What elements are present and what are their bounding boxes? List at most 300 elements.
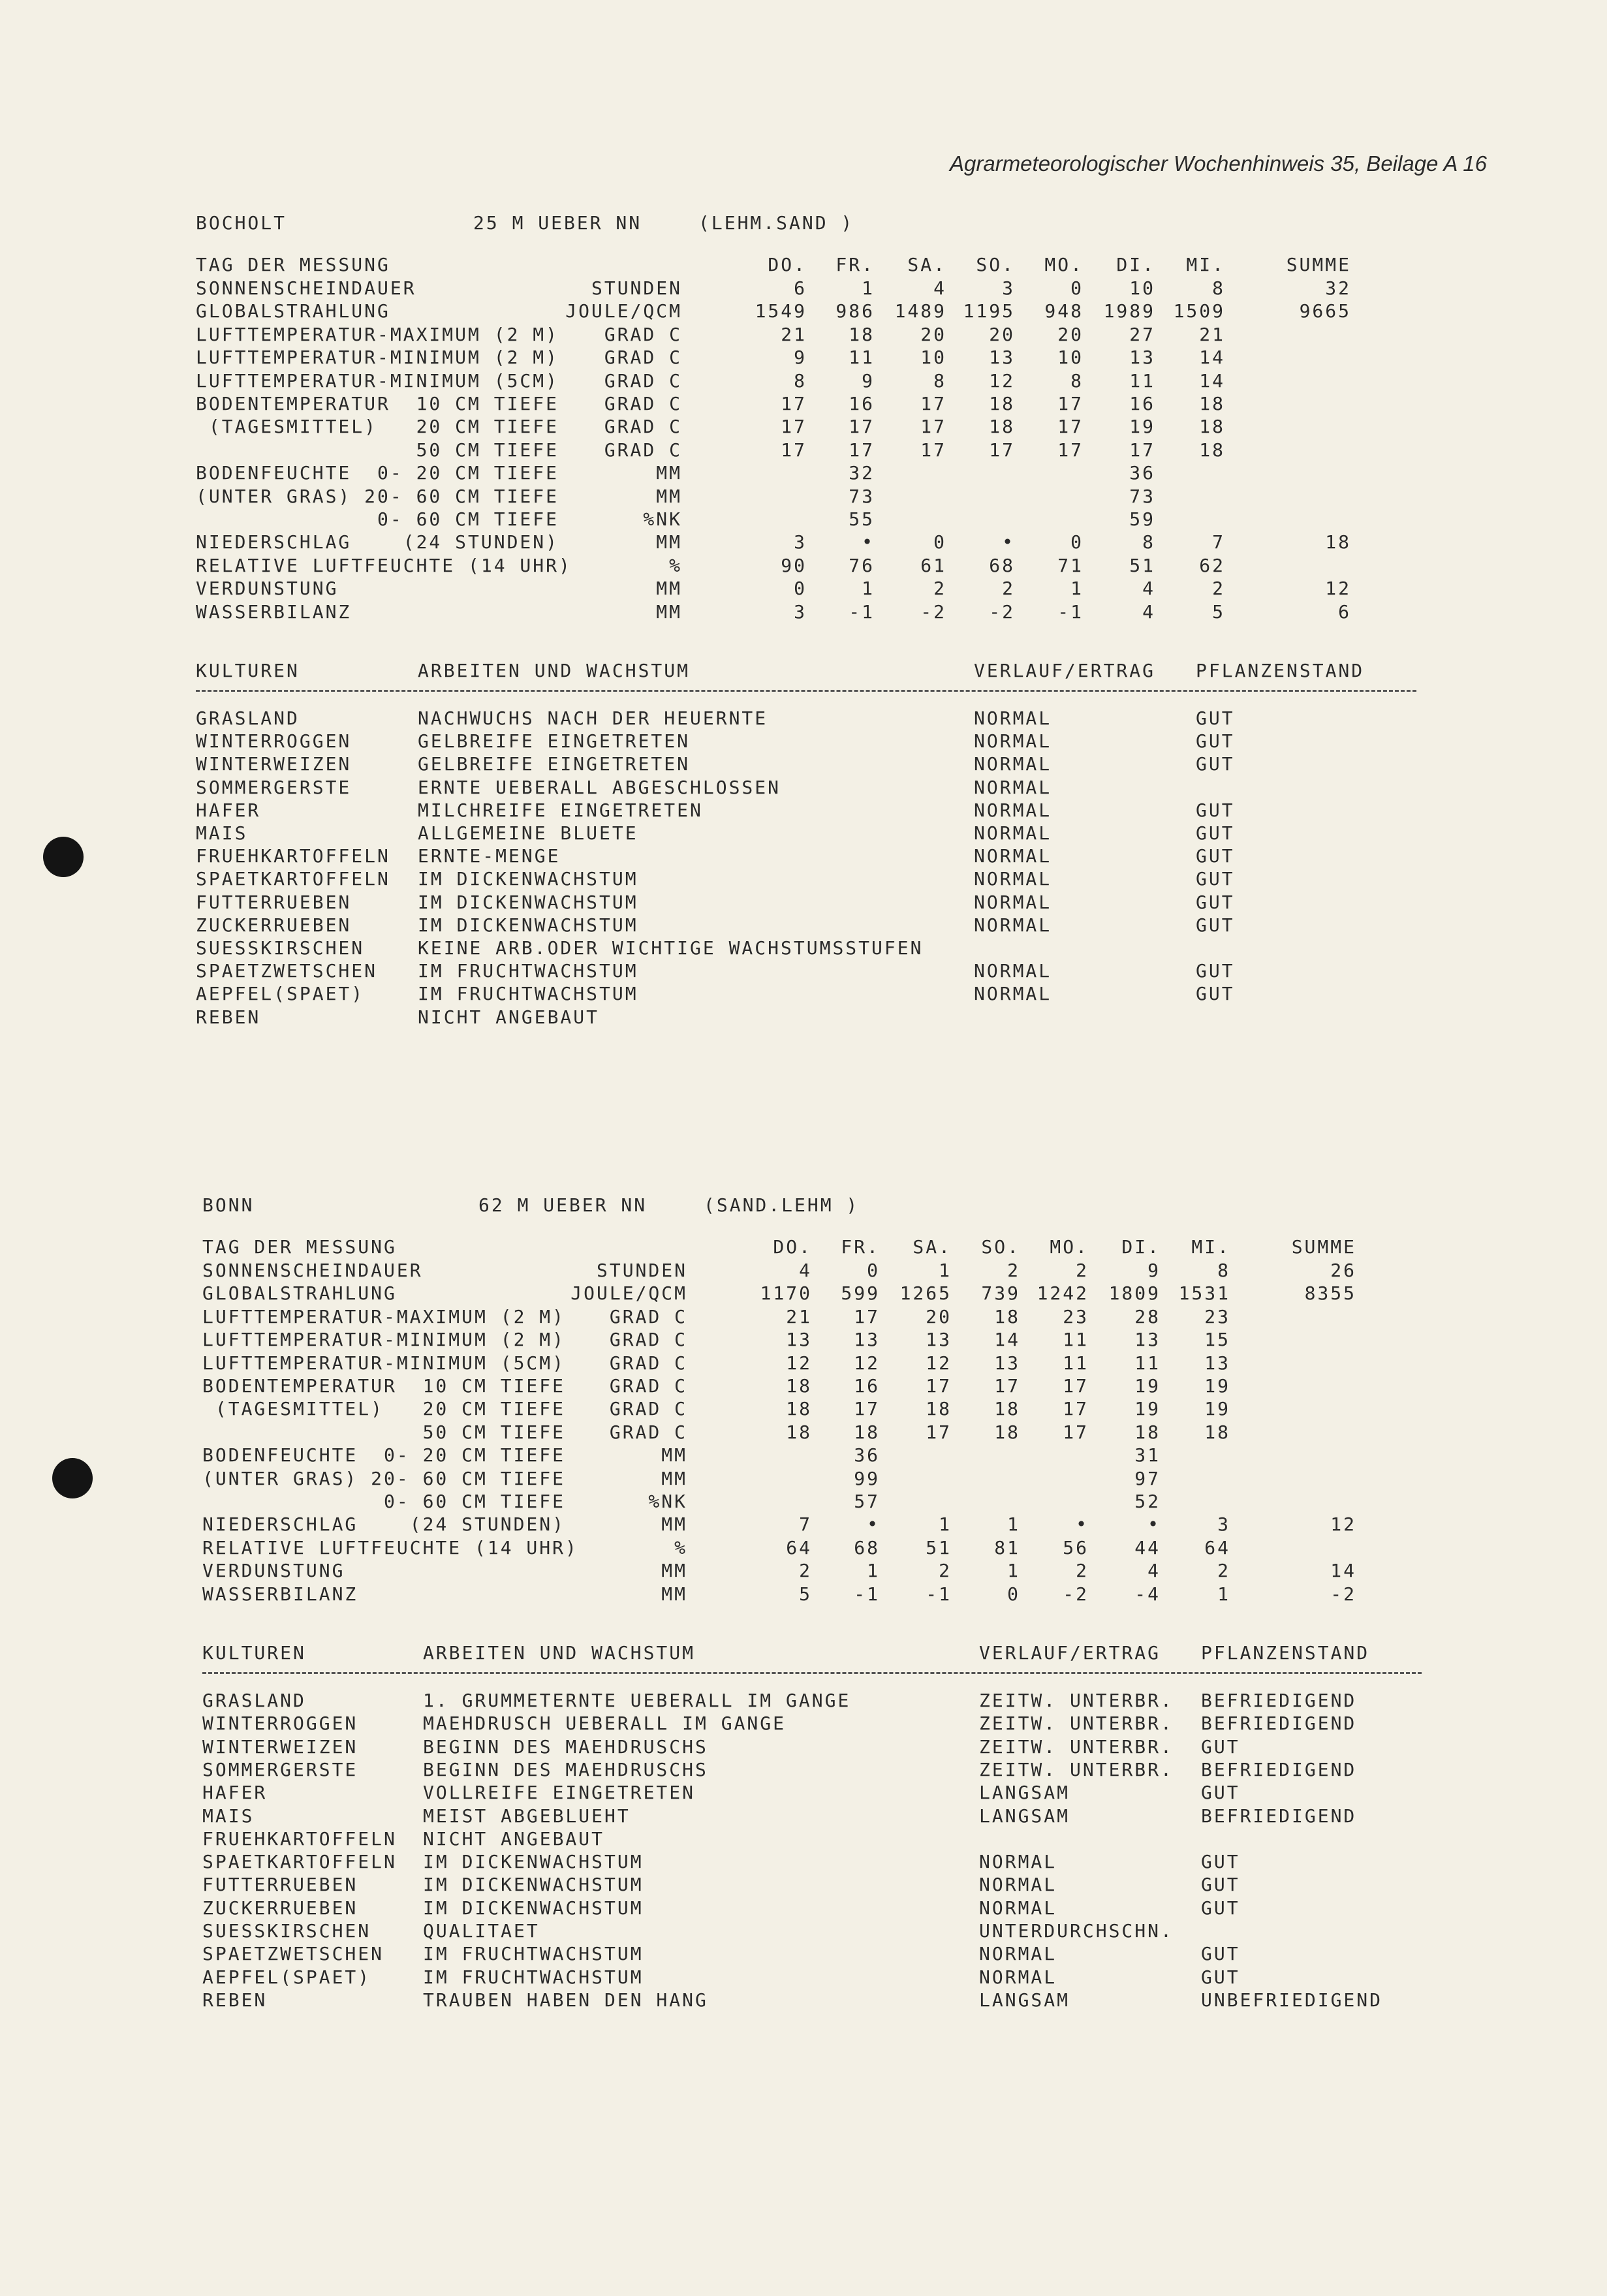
measurement-value: 2 [1076,1560,1089,1582]
measurement-label: LUFTTEMPERATUR-MINIMUM (5CM) [196,369,559,392]
measurement-value: 59 [1129,508,1155,530]
measurement-value: 11 [849,347,875,369]
measurement-sum: -2 [1330,1583,1356,1605]
measurement-value: -4 [1134,1583,1161,1605]
day-header: DO. [768,254,807,275]
measurement-value: 1195 [963,300,1015,322]
measurement-value: 1 [1007,1560,1020,1582]
measurement-value: 1242 [1037,1282,1089,1305]
measurement-value: 17 [1057,393,1084,414]
crop-cell: GUT [1196,822,1235,844]
crop-cell: NORMAL [974,845,1052,867]
document-header: Agrarmeteorologischer Wochenhinweis 35, Beilage A 16 [950,151,1488,176]
measurement-value: 20 [926,1305,952,1327]
station-altitude: 25 M UEBER NN [473,212,642,234]
measurement-value: 2 [1076,1260,1089,1281]
measurement-value: 6 [794,277,807,299]
measurement-value: 71 [1057,554,1084,576]
measurement-value: 76 [849,554,875,576]
crop-cell: GUT [1196,891,1235,913]
crop-cell: HAFER [196,799,261,821]
measurement-value: 4 [1142,578,1155,600]
crop-cell: NORMAL [979,1851,1057,1873]
measurement-value: 12 [926,1352,952,1374]
crop-cell: GUT [1196,753,1235,775]
crop-cell: IM DICKENWACHSTUM [418,868,638,890]
measurement-value: 19 [1204,1375,1230,1397]
measurement-label: GLOBALSTRAHLUNG [202,1282,397,1305]
measurement-unit: MM [656,485,682,507]
crop-cell: MAEHDRUSCH UEBERALL IM GANGE [423,1713,787,1735]
measurement-unit: MM [661,1560,687,1582]
measurement-value: 739 [981,1282,1020,1305]
measurement-label: BODENFEUCHTE 0- 20 CM TIEFE [196,462,559,484]
measurement-label: (TAGESMITTEL) 20 CM TIEFE [196,416,559,438]
measurement-value: 17 [926,1375,952,1397]
measurement-value: 0 [1070,277,1084,299]
measurement-value: 62 [1199,554,1225,576]
measurement-label: VERDUNSTUNG [202,1560,345,1582]
measurement-value: 11 [1063,1352,1089,1374]
measurement-value: 986 [835,300,875,322]
crop-cell: ERNTE UEBERALL ABGESCHLOSSEN [418,776,781,798]
crop-cell: BEGINN DES MAEHDRUSCHS [423,1735,708,1758]
measurement-sum: 12 [1330,1513,1356,1536]
measurement-value: • [1002,531,1015,553]
measurement-sum: 6 [1338,600,1351,623]
crop-cell: GUT [1196,707,1235,729]
measurement-unit: MM [661,1467,687,1489]
measurement-value: 17 [920,416,946,438]
measurement-value: 57 [854,1491,880,1512]
measurement-value: 2 [1007,1260,1020,1281]
station-name: BOCHOLT [196,212,287,234]
measurement-value: 12 [989,369,1015,392]
crop-cell: NACHWUCHS NACH DER HEUERNTE [418,707,768,729]
crop-cell: FUTTERRUEBEN [202,1874,358,1896]
crop-cell: GUT [1196,983,1235,1005]
measurement-label: NIEDERSCHLAG (24 STUNDEN) [196,531,559,553]
crop-cell: NORMAL [974,822,1052,844]
measurement-value: 1 [862,578,875,600]
measurement-value: 19 [1204,1398,1230,1420]
measurement-value: 31 [1134,1444,1161,1466]
crops-header: ARBEITEN UND WACHSTUM [418,660,691,681]
measurement-value: 11 [1063,1329,1089,1351]
measurement-value: • [867,1513,880,1536]
measurement-value: 1 [939,1260,952,1281]
measurement-value: 10 [920,347,946,369]
measurement-value: 99 [854,1467,880,1489]
measurement-value: 16 [849,393,875,414]
measurement-value: 5 [1212,600,1225,623]
measurement-unit: %NK [648,1491,687,1512]
crop-cell: REBEN [196,1006,261,1028]
measurement-value: 17 [1057,416,1084,438]
crop-cell: AEPFEL(SPAET) [202,1966,371,1988]
crop-cell: BEGINN DES MAEHDRUSCHS [423,1758,708,1780]
measurement-sum: 14 [1330,1560,1356,1582]
measurement-value: 8 [1070,369,1084,392]
crop-cell: SOMMERGERSTE [202,1758,358,1780]
measurement-value: 4 [1147,1560,1161,1582]
measurement-value: 18 [849,323,875,345]
measurement-unit: MM [661,1513,687,1536]
measurement-value: 18 [786,1398,812,1420]
measurement-value: 19 [1129,416,1155,438]
crop-cell: NORMAL [974,776,1052,798]
measurement-label: LUFTTEMPERATUR-MAXIMUM (2 M) [202,1305,566,1327]
measurement-label: 50 CM TIEFE [196,439,559,461]
measurement-value: 73 [849,485,875,507]
measurement-value: • [862,531,875,553]
measurement-value: 18 [854,1421,880,1443]
measurement-value: 18 [1204,1421,1230,1443]
measurement-value: 17 [854,1305,880,1327]
measurement-value: 23 [1063,1305,1089,1327]
measurement-value: 81 [994,1536,1020,1559]
crop-cell: MAIS [196,822,248,844]
measurement-value: 1989 [1103,300,1155,322]
measurement-value: -2 [920,600,946,623]
measurement-value: 3 [794,600,807,623]
crops-header: VERLAUF/ERTRAG [979,1642,1161,1664]
day-header: FR. [835,254,875,275]
crop-cell: BEFRIEDIGEND [1201,1758,1357,1780]
measurement-label: BODENTEMPERATUR 10 CM TIEFE [196,393,559,414]
measurement-value: 13 [1204,1352,1230,1374]
crop-cell: NORMAL [979,1897,1057,1919]
measurement-value: 97 [1134,1467,1161,1489]
measurement-value: 28 [1134,1305,1161,1327]
crops-separator [202,1672,1422,1674]
measurement-value: 18 [1199,393,1225,414]
crop-cell: NICHT ANGEBAUT [423,1827,605,1850]
measurement-unit: GRAD C [609,1305,687,1327]
measurement-value: 0 [933,531,946,553]
measurement-value: 12 [786,1352,812,1374]
crop-cell: FRUEHKARTOFFELN [202,1827,397,1850]
crop-cell: NORMAL [974,891,1052,913]
measurement-unit: GRAD C [604,393,682,414]
measurement-value: 18 [1199,439,1225,461]
measurement-value: 17 [1063,1398,1089,1420]
measurement-unit: GRAD C [609,1352,687,1374]
crop-cell: MAIS [202,1805,255,1827]
measurement-value: 17 [1063,1375,1089,1397]
crop-cell: BEFRIEDIGEND [1201,1805,1357,1827]
crop-cell: NORMAL [979,1966,1057,1988]
measurement-value: 1 [867,1560,880,1582]
crop-cell: GUT [1201,1874,1240,1896]
crop-cell: REBEN [202,1989,268,2011]
station-altitude: 62 M UEBER NN [478,1194,647,1216]
measurement-sum: 9665 [1299,300,1351,322]
crop-cell: SPAETZWETSCHEN [202,1943,384,1965]
measurement-value: 18 [989,416,1015,438]
measurement-value: 10 [1129,277,1155,299]
crop-cell: IM DICKENWACHSTUM [423,1851,644,1873]
measurement-value: 17 [781,439,807,461]
measurement-value: 13 [989,347,1015,369]
measurement-unit: GRAD C [604,416,682,438]
measurement-value: 17 [994,1375,1020,1397]
measurement-value: 2 [939,1560,952,1582]
crop-cell: WINTERROGGEN [196,730,352,752]
crop-cell: SPAETKARTOFFELN [202,1851,397,1873]
crop-cell: IM DICKENWACHSTUM [423,1897,644,1919]
measurement-value: 18 [989,393,1015,414]
measurement-value: 23 [1204,1305,1230,1327]
crops-header: PFLANZENSTAND [1201,1642,1370,1664]
measurement-value: 1 [939,1513,952,1536]
crop-cell: SPAETZWETSCHEN [196,960,378,982]
measurement-value: 17 [1057,439,1084,461]
measurement-value: 17 [926,1421,952,1443]
measurement-label: LUFTTEMPERATUR-MINIMUM (2 M) [202,1329,566,1351]
measurement-value: 13 [854,1329,880,1351]
crop-cell: WINTERROGGEN [202,1713,358,1735]
measurement-unit: STUNDEN [591,277,682,299]
measurement-value: 14 [994,1329,1020,1351]
measurement-value: 55 [849,508,875,530]
measurement-value: 3 [1217,1513,1230,1536]
measurement-value: 9 [1147,1260,1161,1281]
crop-cell: ZEITW. UNTERBR. [979,1713,1174,1735]
measurement-label: WASSERBILANZ [202,1583,358,1605]
measurement-value: 4 [799,1260,812,1281]
measurement-value: 3 [794,531,807,553]
crop-cell: IM FRUCHTWACHSTUM [423,1966,644,1988]
measurement-value: 4 [933,277,946,299]
measurement-unit: %NK [643,508,682,530]
crop-cell: BEFRIEDIGEND [1201,1690,1357,1711]
crop-cell: GUT [1196,799,1235,821]
measurement-value: 17 [1063,1421,1089,1443]
measurement-unit: GRAD C [609,1421,687,1443]
crop-cell: LANGSAM [979,1989,1070,2011]
station-soil: (SAND.LEHM ) [704,1194,860,1216]
day-header: SA. [913,1236,952,1258]
measurement-value: -1 [1057,600,1084,623]
measurement-value: 14 [1199,369,1225,392]
measurement-value: 18 [994,1305,1020,1327]
measurement-value: 0 [794,578,807,600]
measurement-value: 1265 [899,1282,952,1305]
measurement-unit: % [674,1536,687,1559]
measurement-value: 56 [1063,1536,1089,1559]
measurement-value: 4 [1142,600,1155,623]
day-header: SA. [907,254,946,275]
measurement-sum: 12 [1325,578,1351,600]
measurement-value: 18 [926,1398,952,1420]
day-header: SO. [981,1236,1020,1258]
measurement-unit: GRAD C [609,1398,687,1420]
measurement-value: 12 [854,1352,880,1374]
day-header: DO. [773,1236,812,1258]
day-header: MO. [1050,1236,1089,1258]
measurement-value: 13 [994,1352,1020,1374]
punch-hole [52,1458,93,1498]
measurement-value: 18 [1134,1421,1161,1443]
measurement-value: • [1076,1513,1089,1536]
measurement-value: 36 [1129,462,1155,484]
crop-cell: FUTTERRUEBEN [196,891,352,913]
measurement-value: 17 [920,393,946,414]
measurement-value: 27 [1129,323,1155,345]
measurement-value: 18 [994,1421,1020,1443]
measurement-unit: % [669,554,682,576]
measurement-value: 17 [849,439,875,461]
measurement-value: 2 [1002,578,1015,600]
crop-cell: GUT [1201,1966,1240,1988]
measurement-value: 16 [854,1375,880,1397]
measurement-unit: MM [661,1583,687,1605]
measurement-value: 21 [781,323,807,345]
measurement-unit: GRAD C [604,439,682,461]
measurement-label: WASSERBILANZ [196,600,352,623]
crop-cell: IM FRUCHTWACHSTUM [418,983,638,1005]
measurement-label: 0- 60 CM TIEFE [202,1491,566,1512]
crop-cell: LANGSAM [979,1805,1070,1827]
measurement-value: 948 [1044,300,1084,322]
crop-cell: GRASLAND [202,1690,306,1711]
day-header: FR. [841,1236,880,1258]
measurement-value: 18 [994,1398,1020,1420]
day-header: MI. [1191,1236,1230,1258]
crop-cell: ALLGEMEINE BLUETE [418,822,638,844]
measurement-unit: JOULE/QCM [570,1282,687,1305]
measurement-value: 11 [1134,1352,1161,1374]
crop-cell: GUT [1201,1851,1240,1873]
measurement-label: 0- 60 CM TIEFE [196,508,559,530]
measurement-value: 8 [1142,531,1155,553]
measurement-label: 50 CM TIEFE [202,1421,566,1443]
crop-cell: GUT [1201,1897,1240,1919]
measurement-value: 17 [849,416,875,438]
crops-header: VERLAUF/ERTRAG [974,660,1156,681]
crop-cell: WINTERWEIZEN [196,753,352,775]
measurement-value: 90 [781,554,807,576]
measurement-value: 21 [1199,323,1225,345]
station-soil: (LEHM.SAND ) [698,212,854,234]
crop-cell: SPAETKARTOFFELN [196,868,390,890]
crop-cell: 1. GRUMMETERNTE UEBERALL IM GANGE [423,1690,851,1711]
measurement-unit: GRAD C [604,369,682,392]
sum-header: SUMME [1286,254,1351,275]
crop-cell: NORMAL [974,983,1052,1005]
measurement-value: 1809 [1108,1282,1161,1305]
measurement-label: LUFTTEMPERATUR-MAXIMUM (2 M) [196,323,559,345]
crop-cell: SUESSKIRSCHEN [202,1920,371,1942]
measurement-label: (TAGESMITTEL) 20 CM TIEFE [202,1398,566,1420]
crop-cell: GUT [1201,1943,1240,1965]
crops-separator [196,690,1416,692]
measurement-value: 1 [1007,1513,1020,1536]
measurement-value: 20 [989,323,1015,345]
measurement-unit: GRAD C [604,347,682,369]
measurement-label: VERDUNSTUNG [196,578,339,600]
measurement-value: 10 [1057,347,1084,369]
measurement-sum: 26 [1330,1260,1356,1281]
crop-cell: NORMAL [974,753,1052,775]
measurement-value: 20 [1057,323,1084,345]
crop-cell: BEFRIEDIGEND [1201,1713,1357,1735]
measurement-value: 18 [786,1375,812,1397]
measurement-value: 18 [786,1421,812,1443]
crop-cell: NORMAL [979,1943,1057,1965]
crop-cell: IM DICKENWACHSTUM [418,891,638,913]
crop-cell: TRAUBEN HABEN DEN HANG [423,1989,708,2011]
measurement-value: 11 [1129,369,1155,392]
measurement-value: 17 [854,1398,880,1420]
measurement-value: -2 [1063,1583,1089,1605]
crop-cell: ZEITW. UNTERBR. [979,1735,1174,1758]
measurement-value: 13 [786,1329,812,1351]
measurement-unit: MM [656,531,682,553]
measurement-value: 7 [1212,531,1225,553]
measurement-unit: MM [656,462,682,484]
crop-cell: ZEITW. UNTERBR. [979,1758,1174,1780]
crop-cell: GUT [1196,730,1235,752]
crops-header: ARBEITEN UND WACHSTUM [423,1642,696,1664]
measurement-value: 1 [1217,1583,1230,1605]
measurement-value: 8 [933,369,946,392]
crop-cell: UNTERDURCHSCHN. [979,1920,1174,1942]
measurement-value: 17 [989,439,1015,461]
day-label: TAG DER MESSUNG [196,254,390,275]
measurement-label: GLOBALSTRAHLUNG [196,300,390,322]
measurement-label: (UNTER GRAS) 20- 60 CM TIEFE [202,1467,566,1489]
measurement-value: 1 [1070,578,1084,600]
crop-cell: IM DICKENWACHSTUM [418,914,638,936]
measurement-value: 19 [1134,1398,1161,1420]
measurement-value: 1509 [1173,300,1225,322]
crop-cell: ZUCKERRUEBEN [202,1897,358,1919]
measurement-value: 64 [786,1536,812,1559]
crops-header: KULTUREN [202,1642,306,1664]
measurement-value: 36 [854,1444,880,1466]
measurement-value: 61 [920,554,946,576]
measurement-label: NIEDERSCHLAG (24 STUNDEN) [202,1513,566,1536]
crop-cell: NORMAL [974,799,1052,821]
measurement-value: 20 [920,323,946,345]
station-name: BONN [202,1194,255,1216]
day-label: TAG DER MESSUNG [202,1236,397,1258]
measurement-unit: GRAD C [604,323,682,345]
crop-cell: NORMAL [979,1874,1057,1896]
measurement-value: 0 [867,1260,880,1281]
measurement-label: BODENTEMPERATUR 10 CM TIEFE [202,1375,566,1397]
measurement-value: 18 [1199,416,1225,438]
crop-cell: FRUEHKARTOFFELN [196,845,390,867]
measurement-value: 51 [1129,554,1155,576]
measurement-label: LUFTTEMPERATUR-MINIMUM (2 M) [196,347,559,369]
measurement-label: RELATIVE LUFTFEUCHTE (14 UHR) [202,1536,578,1559]
measurement-value: 2 [933,578,946,600]
measurement-value: 21 [786,1305,812,1327]
crop-cell: ZEITW. UNTERBR. [979,1690,1174,1711]
crop-cell: NORMAL [974,868,1052,890]
day-header: SO. [976,254,1015,275]
measurement-value: 0 [1007,1583,1020,1605]
crop-cell: AEPFEL(SPAET) [196,983,365,1005]
measurement-value: 13 [1134,1329,1161,1351]
crop-cell: ERNTE-MENGE [418,845,561,867]
measurement-value: 1549 [755,300,807,322]
day-header: DI. [1121,1236,1161,1258]
measurement-value: -1 [926,1583,952,1605]
